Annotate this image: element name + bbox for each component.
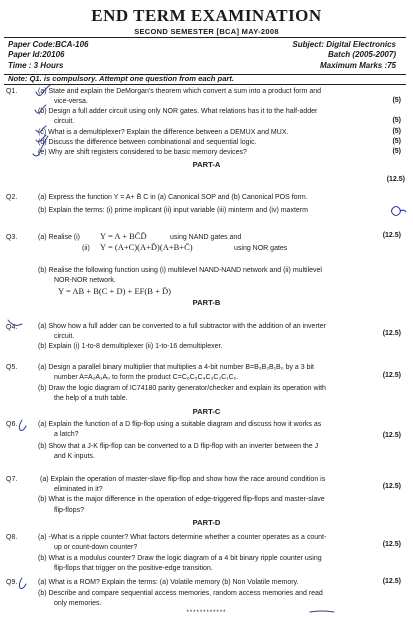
q3-number: Q3. xyxy=(6,234,18,241)
note: Note: Q1. is compulsory. Attempt one question from each part. xyxy=(8,74,235,83)
q1-d-marks: (5) xyxy=(392,138,401,145)
q3-a-ii: (ii) xyxy=(82,245,90,252)
q3-a-formula-2: Y = (A+C)(A+D̄)(A+B+C̄) xyxy=(100,242,193,252)
q1-d: (d) Discuss the difference between combinational and sequential logic. xyxy=(38,139,257,146)
q1-c-marks: (5) xyxy=(392,128,401,135)
q5-b: (b) Draw the logic diagram of IC74180 parity generator/checker and explain its operation with xyxy=(38,385,326,392)
subject: Subject: Digital Electronics xyxy=(292,40,396,49)
paper-code: Paper Code:BCA-106 xyxy=(8,40,89,49)
part-c-heading: PART-C xyxy=(192,407,221,416)
paper-id: Paper Id:20106 xyxy=(8,50,65,59)
q5-a: (a) Design a parallel binary multiplier that multiplies a 4-bit number B=B₃B₂B₁B₀ by a 3 bit xyxy=(38,364,314,371)
q3-a-formula-1: Y = A + BC̄D̄ xyxy=(100,231,147,241)
q7-b-cont: flip-flops? xyxy=(54,507,84,514)
batch: Batch (2005-2007) xyxy=(327,50,396,59)
max-marks: Maximum Marks :75 xyxy=(319,61,396,70)
q9-a: (a) What is a ROM? Explain the terms: (a) Volatile memory (b) Non Volatile memory. xyxy=(38,579,299,586)
q9-b-cont: only memories. xyxy=(54,600,102,607)
q3-a-suffix-2: using NOR gates xyxy=(234,245,288,252)
q8-b: (b) What is a modulus counter? Draw the logic diagram of a 4 bit binary ripple counter using xyxy=(38,555,322,562)
header-info xyxy=(4,37,406,75)
q1-b: (b) Design a full adder circuit using only NOR gates. What relations has it to the half-adder xyxy=(38,108,318,115)
q3-b-formula: Y = AB + B(C + D) + EF(B + D̄) xyxy=(58,286,171,296)
q7-a: (a) Explain the operation of master-slave flip-flop and show how the race around condition is xyxy=(40,476,326,483)
note-bar xyxy=(4,73,406,85)
q4-number: Q4. xyxy=(6,324,18,331)
q7-b: (b) What is the major difference in the operation of edge-triggered flip-flops and master-slave xyxy=(38,496,325,503)
q6-b-cont: and K inputs. xyxy=(54,453,95,460)
exam-subtitle: SECOND SEMESTER [BCA] MAY-2008 xyxy=(134,27,279,36)
exam-title: END TERM EXAMINATION xyxy=(91,6,322,25)
part-a-heading: PART-A xyxy=(192,160,221,169)
q9-b: (b) Describe and compare sequential access memories, random access memories and read xyxy=(38,590,323,597)
q5-marks: (12.5) xyxy=(382,372,401,379)
q3-a-marks: (12.5) xyxy=(382,232,401,239)
end-of-paper: ************ xyxy=(186,610,227,616)
q4-b: (b) Explain (i) 1-to-8 demultiplexer (ii) 1-to-16 demultiplexer. xyxy=(38,343,223,350)
q1-b-marks: (5) xyxy=(392,117,401,124)
q8-b-cont: flip-flops that trigger on the positive-edge transition. xyxy=(54,565,213,572)
q8-number: Q8. xyxy=(6,534,18,541)
q4-marks: (12.5) xyxy=(382,330,401,337)
time: Time : 3 Hours xyxy=(8,61,64,70)
q6-b: (b) Show that a J-K flip-flop can be converted to a D flip-flop with an inverter between the J xyxy=(38,443,319,450)
q1-a-cont: vice-versa. xyxy=(54,98,88,105)
q2-number: Q2. xyxy=(6,194,18,201)
q9-number: Q9. xyxy=(6,579,18,586)
part-d-heading: PART-D xyxy=(192,518,221,527)
tick-q9 xyxy=(19,578,26,589)
q3-a-prefix: (a) Realise (i) xyxy=(38,234,81,241)
q8-a: (a) -What is a ripple counter? What factors determine whether a counter operates as a count- xyxy=(38,534,327,541)
q3-b: (b) Realise the following function using (i) multilevel NAND-NAND network and (ii) multilevel xyxy=(38,267,322,274)
q4-a: (a) Show how a full adder can be converted to a full subtractor with the addition of an inverter xyxy=(38,323,326,330)
q1-number: Q1. xyxy=(6,88,18,95)
q5-b-cont: the help of a truth table. xyxy=(54,395,128,402)
q8-a-cont: up or count-down counter? xyxy=(54,544,138,551)
q3-b-cont: NOR-NOR network. xyxy=(54,277,116,284)
q1-a-marks: (5) xyxy=(392,97,401,104)
q7-number: Q7. xyxy=(6,476,18,483)
q5-number: Q5. xyxy=(6,364,18,371)
part-b-heading: PART-B xyxy=(192,298,221,307)
q1-c: (c) What is a demultiplexer? Explain the difference between a DEMUX and MUX. xyxy=(38,129,289,136)
q7-marks: (12.5) xyxy=(382,483,401,490)
q7-a-cont: eliminated in it? xyxy=(54,486,103,493)
q3-a-suffix-1: using NAND gates and xyxy=(170,234,242,241)
doodle-q2 xyxy=(392,207,407,216)
q5-a-cont: number A=A₂A₁A₀ to form the product C=C₆C₅C₄C₃C₂C₁C₀. xyxy=(54,374,239,381)
q6-a: (a) Explain the function of a D flip-flop using a suitable diagram and discuss how it works as xyxy=(38,421,322,428)
tick-q6 xyxy=(19,420,26,431)
q9-marks: (12.5) xyxy=(382,578,401,585)
q4-a-cont: circuit. xyxy=(54,333,75,340)
q2-b: (b) Explain the terms: (i) prime implicant (ii) input variable (iii) minterm and (iv) maxterm xyxy=(38,207,308,214)
q2-a: (a) Express the function Y = A+ B̄ C in (a) Canonical SOP and (b) Canonical POS form. xyxy=(38,194,308,201)
q6-number: Q6. xyxy=(6,421,18,428)
q1-b-cont: circuit. xyxy=(54,118,75,125)
q2-marks: (12.5) xyxy=(386,176,405,183)
q6-a-cont: a latch? xyxy=(54,431,79,438)
q8-marks: (12.5) xyxy=(382,541,401,548)
q1-a: (a) State and explain the DeMorgan's theorem which convert a sum into a product form and xyxy=(38,88,322,95)
q1-e: (e) Why are shift registers considered to be basic memory devices? xyxy=(38,149,247,156)
q6-marks: (12.5) xyxy=(382,432,401,439)
q1-e-marks: (5) xyxy=(392,148,401,155)
